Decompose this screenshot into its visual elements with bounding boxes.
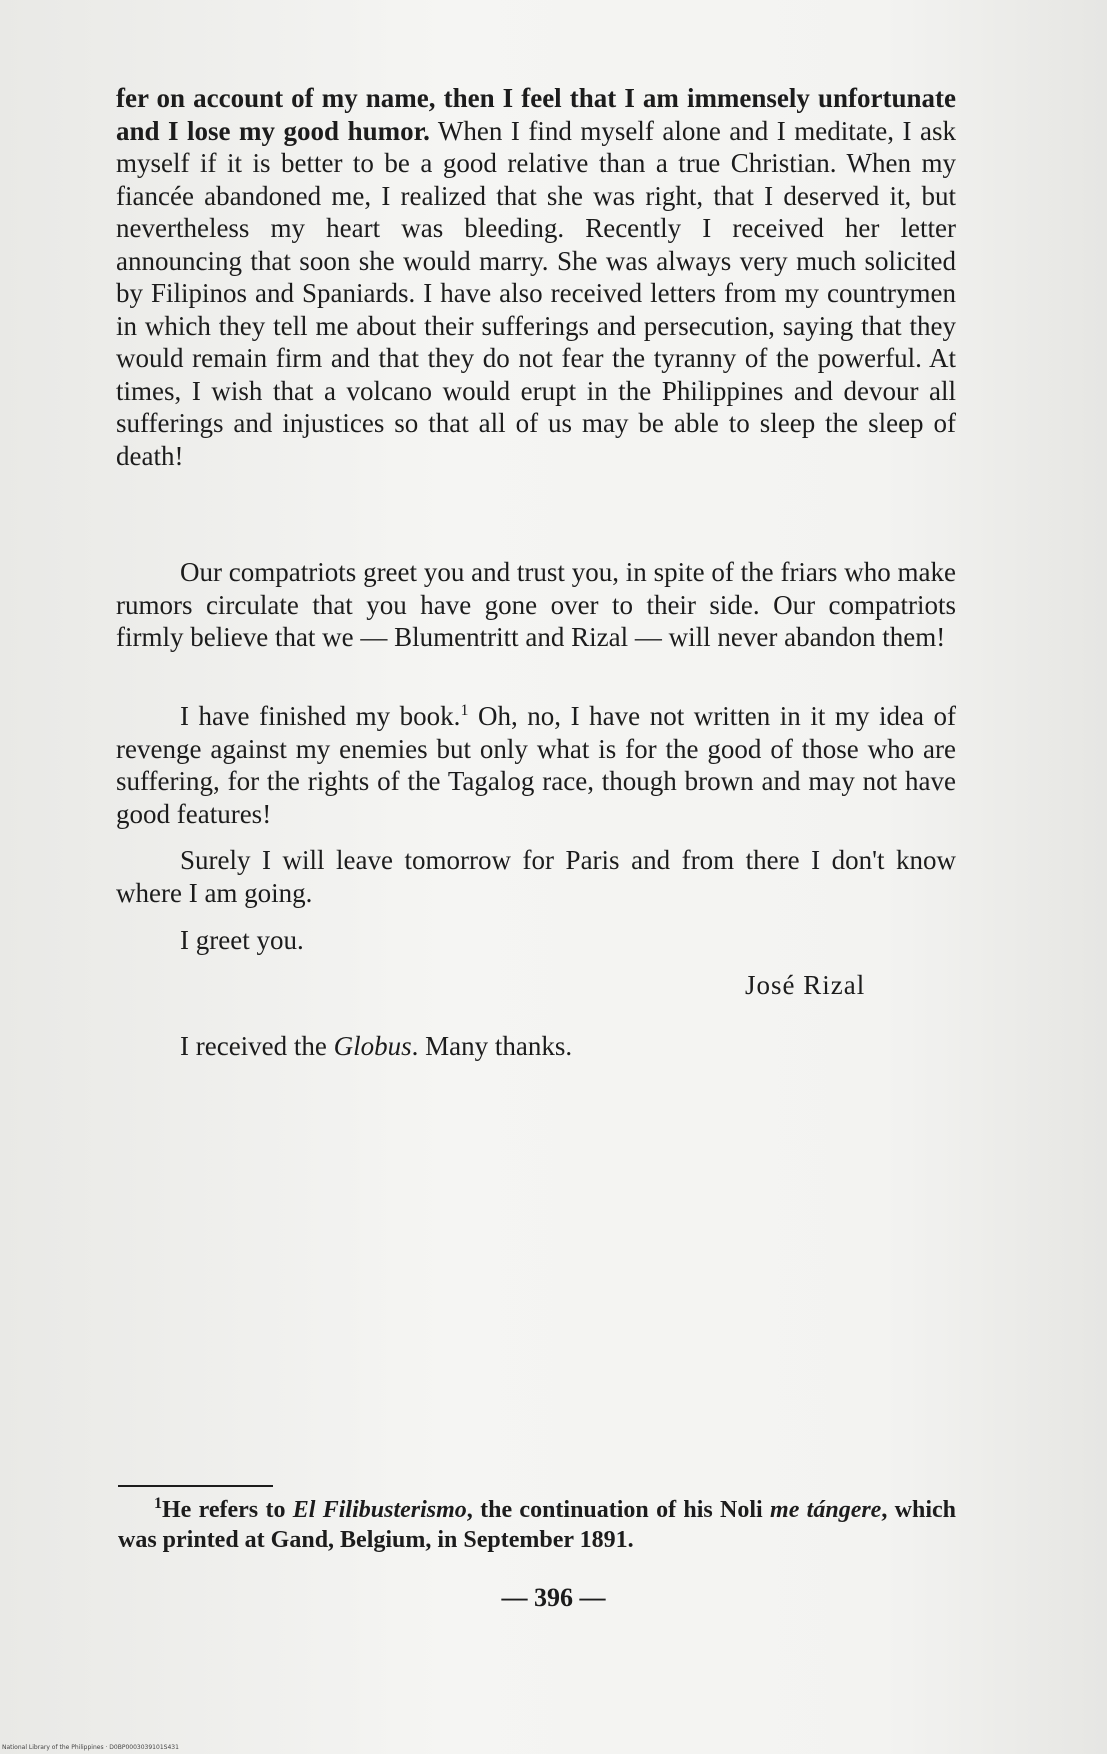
footnote-text-b: , the continuation of his Noli: [466, 1497, 771, 1523]
footnote-reference-mark: 1: [460, 702, 469, 719]
bold-opening-text: fer on account of my name, then I feel that I am immensely unfortunate and I lose my good humor.: [116, 83, 956, 146]
paragraph-paris-text: Surely I will leave tomorrow for Paris and from there I don't know where I am going.: [116, 845, 956, 908]
paragraph-book: [116, 700, 956, 830]
paragraph-book-text-a: I have finished my book.: [180, 701, 461, 731]
paragraph-continuation: [116, 82, 956, 472]
postscript-text-b: . Many thanks.: [411, 1031, 573, 1061]
postscript: [116, 1030, 956, 1063]
postscript-italic-globus: Globus: [333, 1031, 412, 1061]
paragraph-compatriots: [116, 556, 956, 654]
paragraph-paris: [116, 844, 956, 909]
footnote-text-a: He refers to: [162, 1497, 293, 1523]
paragraph-continuation-text: When I find myself alone and I meditate, I ask myself if it is better to be a good relative than a true Christian. When my fiancée abandoned me, I realized that she was right, that I deserved it, but nevertheless my heart was bleeding. Recently I received her letter announcing that soon she would marry. She was always very much solicited by Filipinos and Spaniards. I have also received letters from my countrymen in which they tell me about their sufferings and persecution, saying that they would remain firm and that they do not fear the tyranny of the powerful. At times, I wish that a volcano would erupt in the Philippines and devour all sufferings and injustices so that all of us may be able to sleep the sleep of death!: [116, 115, 956, 471]
footnote-mark: 1: [154, 1495, 162, 1512]
footnote-divider: [118, 1485, 273, 1487]
footnote-italic-noli: me tángere: [770, 1497, 882, 1523]
paragraph-greeting: [116, 924, 956, 957]
footnote: [118, 1495, 956, 1555]
page-number: — 396 —: [501, 1583, 606, 1612]
signature-jose-rizal: José Rizal: [745, 970, 866, 1000]
archive-note: National Library of the Philippines · D0BP0003039101S431: [2, 1744, 179, 1751]
postscript-text-a: I received the: [180, 1031, 334, 1061]
paragraph-book-text-b: Oh, no, I have not written in it my idea of revenge against my enemies but only what is for the good of those who are suffering, for the rights of the Tagalog race, though brown and may not have good features!: [116, 701, 956, 829]
paragraph-compatriots-text: Our compatriots greet you and trust you, in spite of the friars who make rumors circulate that you have gone over to their side. Our compatriots firmly believe that we — Blumentritt and Rizal — will never abandon them!: [116, 557, 956, 652]
footnote-italic-title: El Filibusterismo: [292, 1497, 467, 1523]
footnote-text-c: , which was printed at Gand, Belgium, in September 1891.: [118, 1497, 957, 1553]
paragraph-greeting-text: I greet you.: [180, 925, 304, 955]
